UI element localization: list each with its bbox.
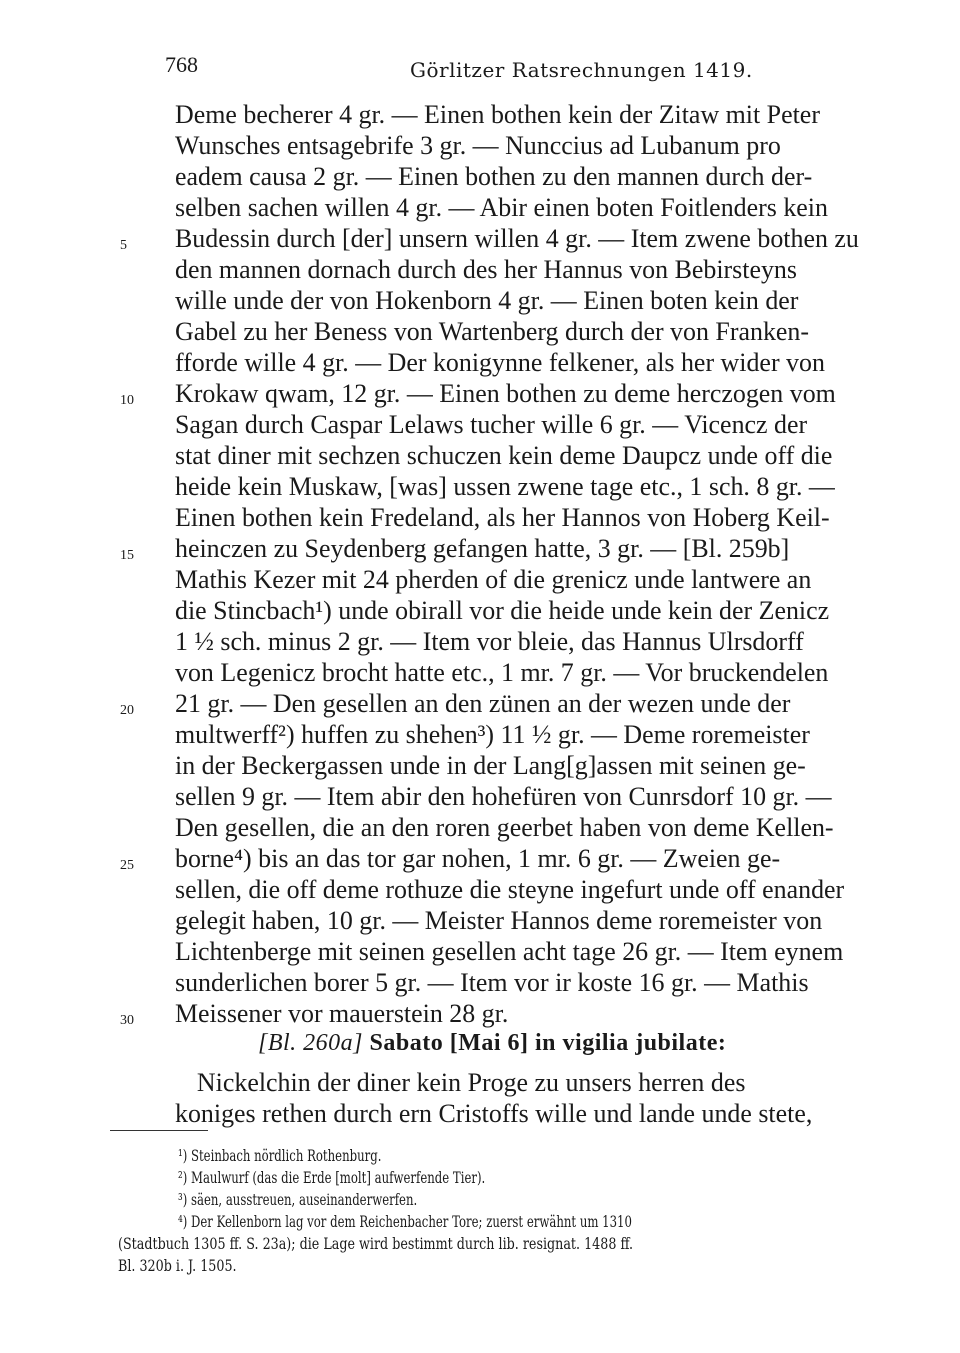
- running-head: Görlitzer Ratsrechnungen 1419.: [410, 58, 753, 82]
- line-text: Den gesellen, die an den roren geerbet haben von deme Kellen-: [175, 813, 834, 842]
- line-text: koniges rethen durch ern Cristoffs wille und lande unde stete,: [175, 1099, 813, 1128]
- footnote-line: Bl. 320b i. J. 1505.: [118, 1256, 237, 1275]
- line-text: sellen, die off deme rothuze die steyne ingefurt unde off enander: [175, 875, 845, 904]
- line-text: sellen 9 gr. — Item abir den hohefüren von Cunrsdorf 10 gr. —: [175, 782, 832, 811]
- line-text: den mannen dornach durch des her Hannus von Bebirsteyns: [175, 255, 797, 284]
- section-heading: [258, 1030, 726, 1057]
- line-text: selben sachen willen 4 gr. — Abir einen boten Foitlenders kein: [175, 193, 828, 222]
- line-text: Nickelchin der diner kein Proge zu unsers herren des: [196, 1068, 746, 1097]
- line-text: Wunsches entsagebrife 3 gr. — Nunccius ad Lubanum pro: [175, 131, 781, 160]
- line-number: 30: [120, 1013, 134, 1028]
- page-header: [165, 52, 885, 88]
- line-text: Sagan durch Caspar Lelaws tucher wille 6 gr. — Vicencz der: [175, 410, 808, 439]
- line-text: in der Beckergassen unde in der Lang[g]assen mit seinen ge-: [175, 751, 806, 780]
- line-text: borne⁴) bis an das tor gar nohen, 1 mr. 6 gr. — Zweien ge-: [175, 844, 781, 873]
- line-text: Einen bothen kein Fredeland, als her Hannos von Hoberg Keil-: [175, 503, 830, 532]
- line-text: 1 ½ sch. minus 2 gr. — Item vor bleie, das Hannus Ulrsdorff: [175, 627, 804, 656]
- section-title: Sabato [Mai 6] in vigilia jubilate:: [369, 1030, 727, 1056]
- footnote-divider: [110, 1130, 208, 1131]
- line-text: wille unde der von Hokenborn 4 gr. — Einen boten kein der: [175, 286, 799, 315]
- line-text: eadem causa 2 gr. — Einen bothen zu den mannen durch der-: [175, 162, 813, 191]
- line-text: Mathis Kezer mit 24 pherden of die grenicz unde lantwere an: [175, 565, 812, 594]
- line-text: Deme becherer 4 gr. — Einen bothen kein der Zitaw mit Peter: [175, 100, 820, 129]
- line-text: sunderlichen borer 5 gr. — Item vor ir koste 16 gr. — Mathis: [175, 968, 809, 997]
- footnote-line: ⁴) Der Kellenborn lag vor dem Reichenbacher Tore; zuerst erwähnt um 1310: [178, 1212, 632, 1231]
- line-text: Krokaw qwam, 12 gr. — Einen bothen zu deme herczogen vom: [175, 379, 836, 408]
- line-text: heinczen zu Seydenberg gefangen hatte, 3 gr. — [Bl. 259b]: [175, 534, 790, 563]
- line-text: fforde wille 4 gr. — Der konigynne felkener, als her wider von: [175, 348, 825, 377]
- line-text: Gabel zu her Beness von Wartenberg durch der von Franken-: [175, 317, 810, 346]
- line-number: 20: [120, 703, 134, 718]
- text-line: [0, 1099, 960, 1139]
- line-text: gelegit haben, 10 gr. — Meister Hannos deme roremeister von: [175, 906, 823, 935]
- folio-reference: [Bl. 260a]: [258, 1030, 364, 1056]
- footnote-line: (Stadtbuch 1305 ff. S. 23a); die Lage wird bestimmt durch lib. resignat. 1488 ff.: [118, 1234, 634, 1253]
- page-number: 768: [165, 52, 198, 77]
- line-number: 25: [120, 858, 134, 873]
- line-number: 5: [120, 238, 127, 253]
- line-text: 21 gr. — Den gesellen an den zünen an der wezen unde der: [175, 689, 791, 718]
- footnote-line: ³) säen, ausstreuen, auseinanderwerfen.: [178, 1190, 418, 1209]
- line-text: von Legenicz brocht hatte etc., 1 mr. 7 gr. — Vor bruckendelen: [175, 658, 829, 687]
- line-text: stat diner mit sechzen schuczen kein deme Daupcz unde off die: [175, 441, 833, 470]
- line-text: Lichtenberge mit seinen gesellen acht tage 26 gr. — Item eynem: [175, 937, 844, 966]
- footnote-line: ²) Maulwurf (das die Erde [molt] aufwerfende Tier).: [178, 1168, 486, 1187]
- line-text: Meissener vor mauerstein 28 gr.: [175, 999, 509, 1028]
- line-number: 15: [120, 548, 134, 563]
- footnote-line: ¹) Steinbach nördlich Rothenburg.: [178, 1146, 382, 1165]
- line-number: 10: [120, 393, 134, 408]
- line-text: Budessin durch [der] unsern willen 4 gr. — Item zwene bothen zu: [175, 224, 859, 253]
- line-text: die Stincbach¹) unde obirall vor die heide unde kein der Zenicz: [175, 596, 830, 625]
- line-text: multwerff²) huffen zu shehen³) 11 ½ gr. — Deme roremeister: [175, 720, 810, 749]
- line-text: heide kein Muskaw, [was] ussen zwene tage etc., 1 sch. 8 gr. —: [175, 472, 835, 501]
